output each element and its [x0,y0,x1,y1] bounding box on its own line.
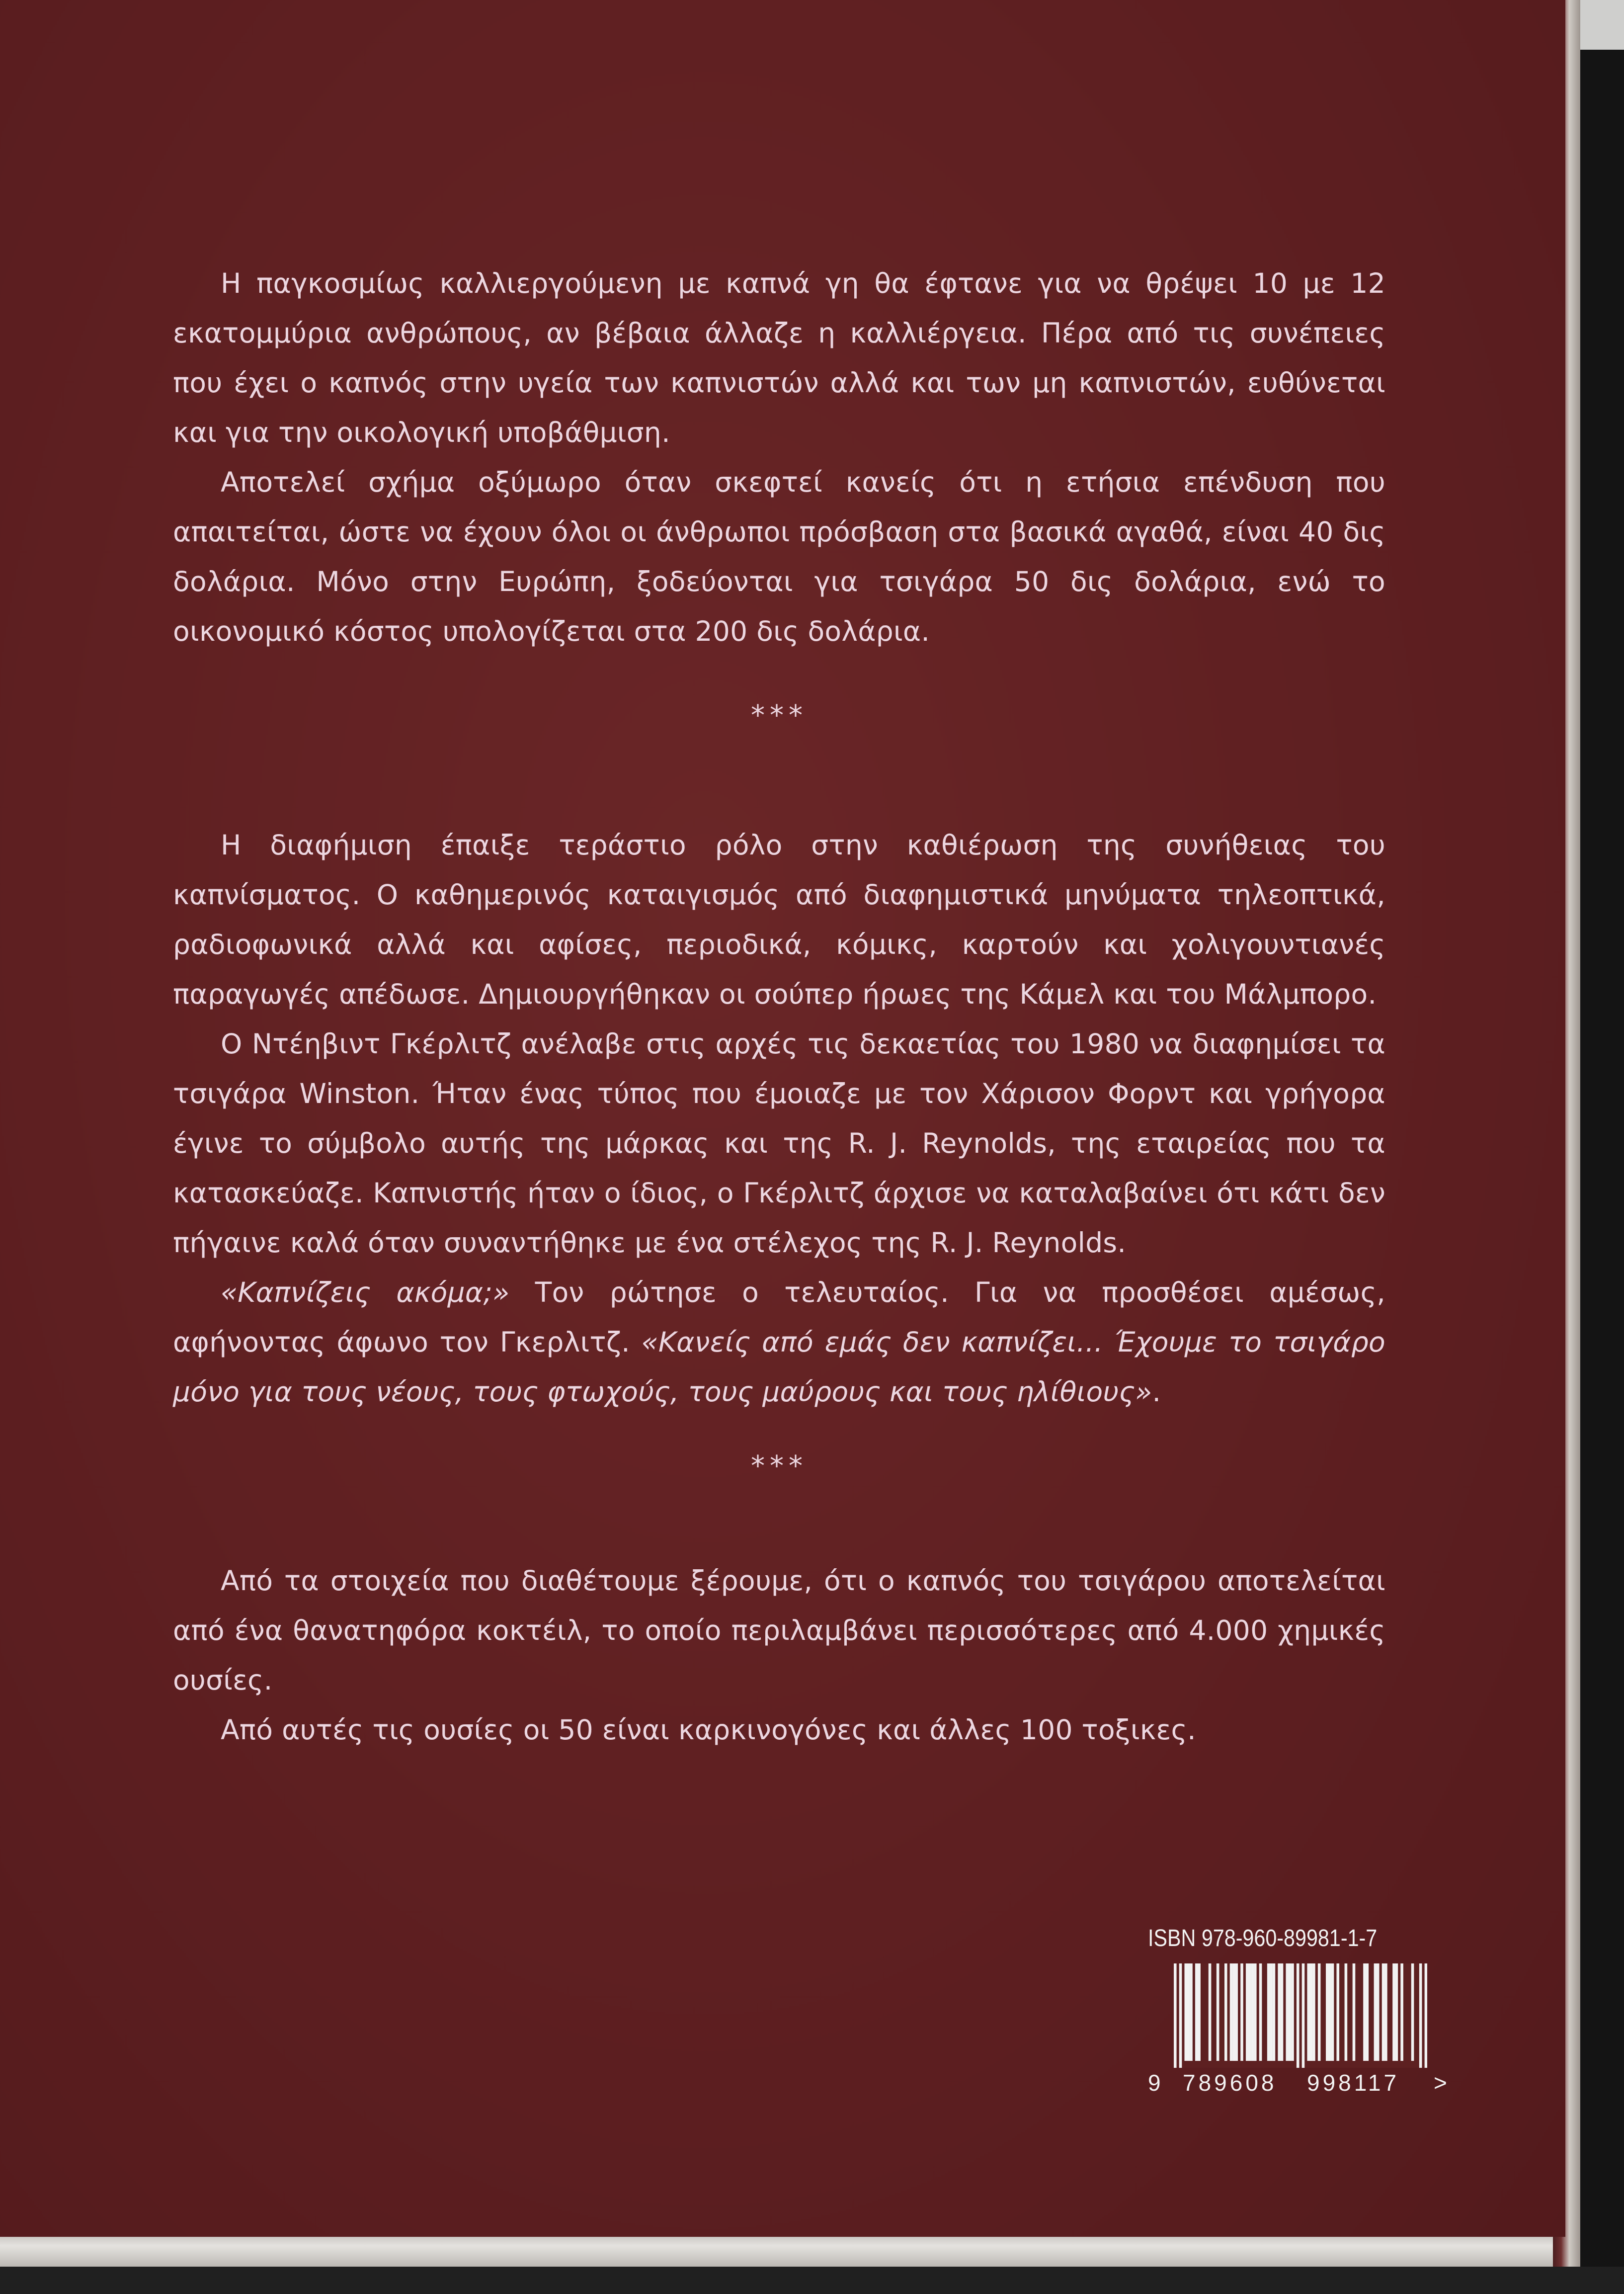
barcode-digits-right: 998117 [1307,2070,1400,2096]
barcode-bar [1312,1963,1315,2061]
barcode-bar [1326,1963,1329,2061]
barcode-bar [1392,1963,1395,2061]
barcode-bar [1248,1963,1251,2061]
barcode-bar [1174,1963,1177,2068]
barcode-bar [1307,1963,1310,2061]
page-edge-bottom [0,2232,1580,2267]
isbn-label: ISBN 978-960-89981-1-7 [1148,1925,1378,1952]
barcode-bar [1366,1963,1369,2061]
barcode-bar [1291,1963,1294,2061]
barcode-bar [1286,1963,1289,2061]
barcode-bar [1374,1963,1377,2061]
paragraph: Αποτελεί σχήμα οξύμωρο όταν σκεφτεί κανείς ότι η ετήσια επένδυση που απαιτείται, ώστε να έχουν όλοι οι άνθρωποι πρόσβαση στα βασικά αγαθά, είναι 40 δις δολάρια. Μόνο στην Ευρώπη, ξοδεύονται για τσιγάρα 50 δις δολάρια, ενώ το οικονομικό κόστος υπολογίζεται στα 200 δις δολάρια. [173,466,1385,647]
barcode-bar [1363,1963,1366,2061]
isbn-barcode-block [1143,1924,1461,2113]
barcode-bar [1400,1963,1403,2061]
barcode-bar [1251,1963,1254,2061]
quote-paragraph [173,1268,1385,1417]
barcode-bar [1190,1963,1193,2061]
barcode-bar [1254,1963,1257,2061]
section-separator: *** [751,1450,808,1482]
barcode-bar [1230,1963,1233,2061]
barcode-bar [1195,1963,1198,2061]
barcode-bar [1198,1963,1201,2061]
paragraph: Από αυτές τις ουσίες οι 50 είναι καρκινογόνες και άλλες 100 τοξικες. [221,1714,1196,1746]
barcode-bar [1281,1963,1284,2061]
quote-italic: «Καπνίζεις ακόμα;» [221,1276,510,1308]
quote-text: Τον ρώτησε ο τελευταίος. Για να προσθέσει αμέσως, αφήνοντας άφωνο τον Γκερλιτζ. [173,1276,1385,1358]
barcode-bar [1224,1963,1227,2061]
barcode-bar [1345,1963,1348,2061]
barcode-bar [1419,1963,1422,2068]
barcode-bar [1246,1963,1249,2061]
barcode-bar [1270,1963,1273,2061]
barcode-bar [1187,1963,1190,2061]
barcode-bar [1331,1963,1334,2061]
barcode-bar [1267,1963,1270,2061]
section-separator: *** [751,699,808,732]
barcode-bar [1384,1963,1387,2061]
paragraph: Η παγκοσμίως καλλιεργούμενη με καπνά γη θα έφτανε για να θρέψει 10 με 12 εκατομμύρια ανθρώπους, αν βέβαια άλλαζε η καλλιέργεια. Πέρα από τις συνέπειες που έχει ο καπνός στην υγεία των καπνιστών αλλά και των μη καπνιστών, ευθύνεται και για την οικολογική υποβάθμιση. [173,267,1385,448]
barcode-bar [1318,1963,1321,2061]
barcode-bar [1411,1963,1414,2061]
paragraph: Ο Ντέηβιντ Γκέρλιτζ ανέλαβε στις αρχές τις δεκαετίας του 1980 να διαφημίσει τα τσιγάρα Winston. Ήταν ένας τύπος που έμοιαζε με τον Χάρισον Φορντ και γρήγορα έγινε το σύμβολο αυτής της μάρκας και της R. J. Reynolds, της εταιρείας που τα κατασκεύαζε. Καπνιστής ήταν ο ίδιος, ο Γκέρλιτζ άρχισε να καταλαβαίνει ότι κάτι δεν πήγαινε καλά όταν συναντήθηκε με ένα στέλεχος της R. J. Reynolds. [173,1028,1385,1259]
barcode-bar [1240,1963,1243,2061]
barcode-bar [1259,1963,1262,2061]
barcode-bar [1235,1963,1238,2061]
quote-italic: «Κανείς από εμάς δεν καπνίζει... Έχουμε το τσιγάρο μόνο για τους νέους, τους φτωχούς, τους μαύρους και τους ηλίθιους» [173,1326,1385,1408]
blurb-text [173,258,1385,1755]
barcode-bar [1353,1963,1356,2061]
barcode-bar [1289,1963,1292,2061]
barcode-bar [1179,1963,1182,2068]
barcode-bar [1425,1963,1427,2068]
barcode-digits-left: 789608 [1183,2070,1277,2096]
barcode-bar [1377,1963,1380,2061]
paragraph: Η διαφήμιση έπαιξε τεράστιο ρόλο στην καθιέρωση της συνήθειας του καπνίσματος. Ο καθημερινός καταιγισμός από διαφημιστικά μηνύματα τηλεοπτικά, ραδιοφωνικά αλλά και αφίσες, περιοδικά, κόμικς, καρτούν και χολιγουντιανές παραγωγές απέδωσε. Δημιουργήθηκαν οι σούπερ ήρωες της Κάμελ και του Μάλμπορο. [173,829,1385,1010]
barcode-bar [1395,1963,1398,2061]
scanner-background-bottom [0,2267,1624,2294]
quote-end: . [1152,1376,1161,1408]
barcode-bar [1382,1963,1385,2061]
barcode-bar [1273,1963,1276,2061]
barcode-bar [1217,1963,1219,2061]
barcode-bar [1310,1963,1313,2061]
barcode [1174,1963,1427,2068]
barcode-bar [1278,1963,1281,2061]
paragraph: Από τα στοιχεία που διαθέτουμε ξέρουμε, ότι ο καπνός του τσιγάρου αποτελείται από ένα θανατηφόρα κοκτέιλ, το οποίο περιλαμβάνει περισσότερες από 4.000 χημικές ουσίες. [173,1565,1385,1696]
barcode-bar [1297,1963,1299,2068]
barcode-bar [1336,1963,1339,2061]
barcode-bar [1302,1963,1305,2068]
barcode-bar [1209,1963,1212,2061]
barcode-bar [1184,1963,1187,2061]
barcode-bar [1328,1963,1331,2061]
barcode-bar [1232,1963,1235,2061]
barcode-digit-first: 9 [1148,2070,1161,2096]
barcode-quiet-zone-arrow: > [1434,2070,1447,2096]
